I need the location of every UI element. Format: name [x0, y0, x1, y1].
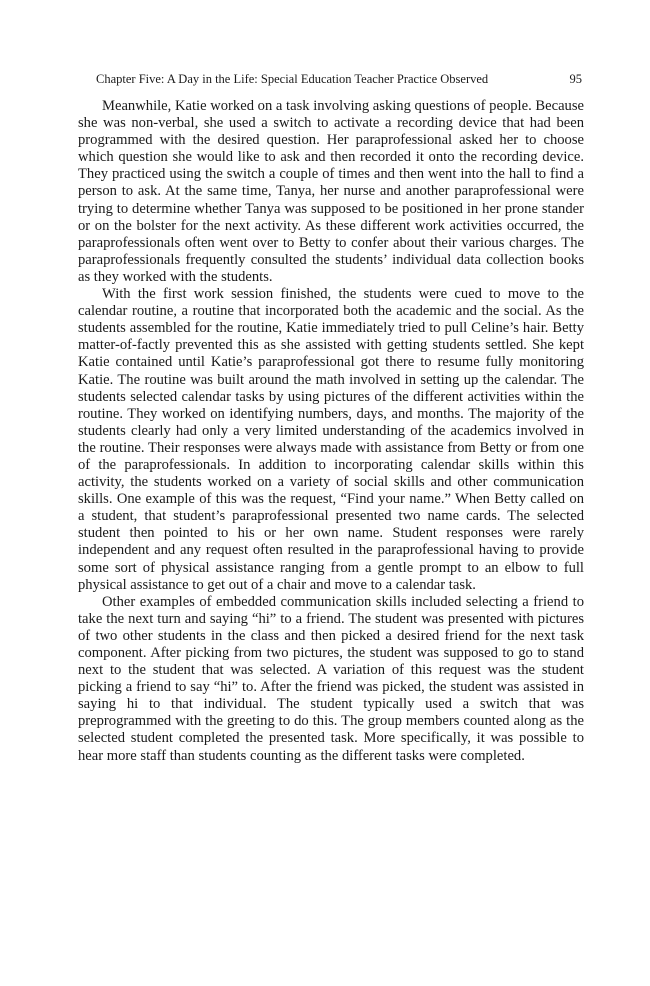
- body-text: [78, 98, 584, 765]
- page-number: 95: [569, 72, 582, 86]
- book-page: [78, 70, 584, 765]
- chapter-title: Chapter Five: A Day in the Life: Special Education Teacher Practice Observed: [96, 72, 489, 86]
- paragraph: With the first work session finished, the students were cued to move to the calendar routine, a routine that incorporated both the academic and the social. As the students assembled for the routine, Katie immediately tried to pull Celine’s hair. Betty matter-of-factly prevented this as she assisted with getting students settled. She kept Katie contained until Katie’s paraprofessional got there to resume fully monitoring Katie. The routine was built around the math involved in setting up the calendar. The students selected calendar tasks by using pictures of the different activities within the routine. They worked on identifying numbers, days, and months. The majority of the students clearly had only a very limited understanding of the academics involved in the routine. Their responses were always made with assistance from Betty or from one of the paraprofessionals. In addition to incorporating calendar skills within this activity, the students worked on a variety of social skills and other communication skills. One example of this was the request, “Find your name.” When Betty called on a student, that student’s paraprofessional presented two name cards. The selected student then pointed to his or her own name. Student responses were rarely independent and any request often resulted in the paraprofessional having to provide some sort of physical assistance ranging from a gentle prompt to an elbow to full physical assistance to get out of a chair and move to a calendar task.: [78, 286, 584, 593]
- paragraph: Meanwhile, Katie worked on a task involving asking questions of people. Because she was non-verbal, she used a switch to activate a recording device that had been programmed with the desired question. Her paraprofessional asked her to choose which question she would like to ask and then recorded it onto the recording device. They practiced using the switch a couple of times and then went into the hall to find a person to ask. At the same time, Tanya, her nurse and another paraprofessional were trying to determine whether Tanya was supposed to be positioned in her prone stander or on the bolster for the next activity. As these different work activities occurred, the paraprofessionals often went over to Betty to confer about their various charges. The paraprofessionals frequently consulted the students’ individual data collection books as they worked with the students.: [78, 98, 584, 285]
- running-head: [78, 70, 584, 88]
- paragraph: Other examples of embedded communication skills included selecting a friend to take the next turn and saying “hi” to a friend. The student was presented with pictures of two other students in the class and then picked a desired friend for the next task component. After picking from two pictures, the student was supposed to go to stand next to the student that was selected. A variation of this request was the student picking a friend to say “hi” to. After the friend was picked, the student was assisted in saying hi to that individual. The student typically used a switch that was preprogrammed with the greeting to do this. The group members counted along as the selected student completed the presented task. More specifically, it was possible to hear more staff than students counting as the different tasks were completed.: [78, 593, 584, 764]
